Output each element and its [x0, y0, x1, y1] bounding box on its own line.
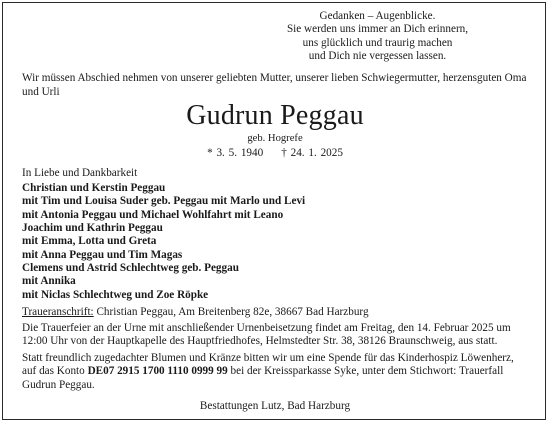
- mourner-line: Christian und Kerstin Peggau: [22, 182, 166, 194]
- donation-line: Statt freundlich zugedachter Blumen und Kränze bitten wir um eine Spende für das Kinderhospiz Löwenherz,: [22, 352, 514, 364]
- poem-line: uns glücklich und traurig machen: [302, 36, 453, 49]
- ceremony-info: [22, 322, 532, 349]
- mourner-line: mit Anna Peggau und Tim Magas: [22, 248, 183, 261]
- mourners-list: [22, 182, 305, 302]
- maiden-name: geb. Hogrefe: [247, 133, 303, 144]
- mourner-line: Clemens und Astrid Schlechtweg geb. Peggau: [22, 262, 239, 275]
- bank-account-iban: DE07 2915 1700 1110 0999 99: [87, 365, 228, 378]
- donation-text: auf das Konto: [22, 365, 88, 378]
- birth-date: * 3. 5. 1940: [207, 147, 264, 159]
- mourner-line: mit Antonia Peggau und Michael Wohlfahrt mit Leano: [22, 208, 284, 221]
- donation-line: Gudrun Peggau.: [22, 378, 95, 391]
- mourning-address: [22, 306, 369, 319]
- ceremony-line: Die Trauerfeier an der Urne mit anschließender Urnenbeisetzung findet am Freitag, den 14. Februar 2025 um: [22, 322, 511, 334]
- mourner-line: mit Tim und Louisa Suder geb. Peggau mit Marlo und Levi: [22, 195, 306, 208]
- poem-line: Sie werden uns immer an Dich erinnern,: [286, 23, 469, 36]
- donation-text: bei der Kreissparkasse Syke, unter dem Stichwort: Trauerfall: [227, 365, 504, 378]
- ceremony-line: 12:00 Uhr von der Hauptkapelle des Hauptfriedhofes, Helmstedter Str. 38, 38126 Braunschweig, aus statt.: [22, 335, 498, 348]
- mourner-line: mit Emma, Lotta und Greta: [22, 235, 157, 248]
- donation-info: [22, 352, 532, 392]
- mourner-line: mit Annika: [22, 275, 76, 288]
- poem-line: und Dich nie vergessen lassen.: [308, 50, 447, 63]
- mourner-line: mit Niclas Schlechtweg und Zoe Röpke: [22, 288, 209, 301]
- poem: [270, 10, 485, 64]
- undertaker: Bestattungen Lutz, Bad Harzburg: [199, 400, 351, 412]
- address-text: Christian Peggau, Am Breitenberg 82e, 38667 Bad Harzburg: [93, 306, 369, 318]
- deceased-name: Gudrun Peggau: [186, 100, 364, 131]
- poem-line: Gedanken – Augenblicke.: [319, 10, 436, 22]
- address-label: Traueranschrift:: [22, 306, 94, 318]
- mourner-line: Joachim und Kathrin Peggau: [22, 222, 163, 235]
- mourners-intro: In Liebe und Dankbarkeit: [22, 167, 138, 179]
- intro-text: Wir müssen Abschied nehmen von unserer geliebten Mutter, unserer lieben Schwiegermutter, herzensguten Oma und Urli: [22, 72, 527, 98]
- life-dates: [0, 147, 550, 160]
- death-date: † 24. 1. 2025: [281, 147, 343, 159]
- donation-line: [22, 365, 532, 378]
